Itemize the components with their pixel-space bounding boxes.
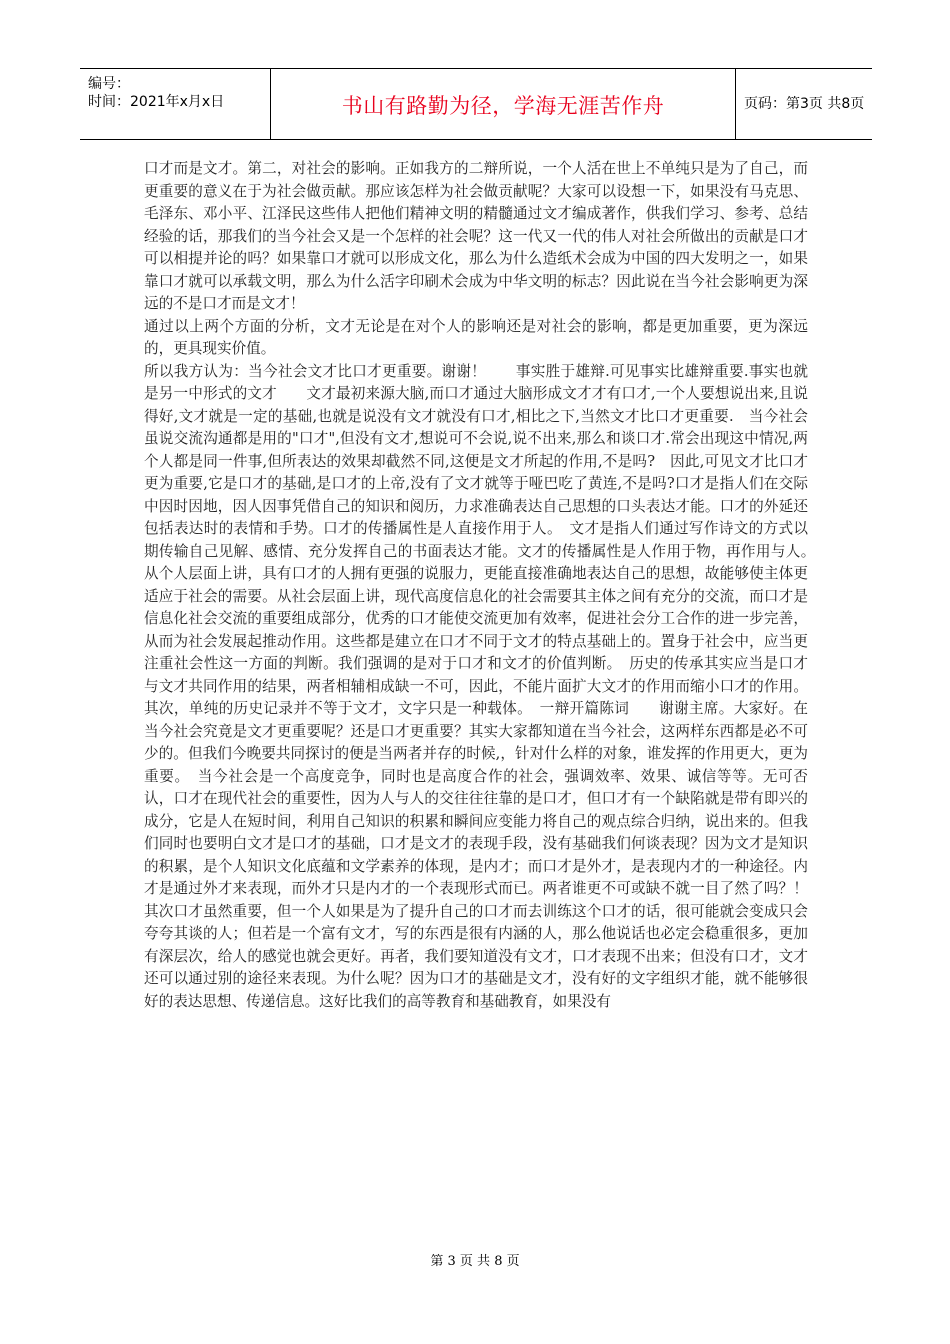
header-middle-cell <box>270 69 736 139</box>
document-number-label: 编号： <box>88 76 130 92</box>
header-motto: 书山有路勤为径，学海无涯苦作舟 <box>341 94 665 118</box>
page-footer: 第 3 页 共 8 页 <box>430 1254 520 1269</box>
body-paragraph-1: 口才而是文才。第二，对社会的影响。正如我方的二辩所说，一个人活在世上不单纯只是为了自己，而更重要的意义在于为社会做贡献。那应该怎样为社会做贡献呢？大家可以设想一下，如果没有马克思、毛泽东、邓小平、江泽民这些伟人把他们精神文明的精髓通过文才编成著作，供我们学习、参考、总结经验的话，那我们的当今社会又是一个怎样的社会呢？这一代又一代的伟人对社会所做出的贡献是口才可以相提并论的吗？如果靠口才就可以形成文化，那么为什么造纸术会成为中国的四大发明之一，如果靠口才就可以承载文明，那么为什么活字印刷术会成为中华文明的标志？因此说在当今社会影响更为深远的不是口才而是文才！ <box>144 160 808 312</box>
document-time-label: 时间：2021年x月x日 <box>88 94 225 110</box>
body-paragraph-2: 通过以上两个方面的分析，文才无论是在对个人的影响还是对社会的影响，都是更加重要，更为深远的，更具现实价值。 <box>144 317 808 357</box>
body-paragraph-3: 所以我方认为：当今社会文才比口才更重要。谢谢！ 事实胜于雄辩.可见事实比雄辩重要.事实也就是另一中形式的文才 文才最初来源大脑,而口才通过大脑形成文才才有口才,一个人要想说出来,且说得好,文才就是一定的基础,也就是说没有文才就没有口才,相比之下,当然文才比口才更重要. 当今社会虽说交流沟通都是用的"口才",但没有文才,想说可不会说,说不出来,那么和谈口才.常会出现这中情况,两个人都是同一件事,但所表达的效果却截然不同,这便是文才所起的作用,不是吗? 因此,可见文才比口才更为重要,它是口才的基础,是口才的上帝,没有了文才就等于哑巴吃了黄连,不是吗?口才是指人们在交际中因时因地，因人因事凭借自己的知识和阅历，力求准确表达自己思想的口头表达才能。口才的外延还包括表达时的表情和手势。口才的传播属性是人直接作用于人。 文才是指人们通过写作诗文的方式以期传输自己见解、感情、充分发挥自己的书面表达才能。文才的传播属性是人作用于物，再作用与人。 从个人层面上讲，具有口才的人拥有更强的说服力，更能直接准确地表达自己的思想，故能够使主体更适应于社会的需要。从社会层面上讲，现代高度信息化的社会需要其主体之间有充分的交流，而口才是信息化社会交流的重要组成部分，优秀的口才能使交流更加有效率，促进社会分工合作的进一步完善，从而为社会发展起推动作用。这些都是建立在口才不同于文才的特点基础上的。置身于社会中，应当更注重社会性这一方面的判断。我们强调的是对于口才和文才的价值判断。 历史的传承其实应当是口才与文才共同作用的结果，两者相辅相成缺一不可，因此，不能片面扩大文才的作用而缩小口才的作用。其次，单纯的历史记录并不等于文才，文字只是一种载体。 一辩开篇陈词 谢谢主席。大家好。在当今社会究竟是文才更重要呢？还是口才更重要？其实大家都知道在当今社会，这两样东西都是必不可少的。但我们今晚要共同探讨的便是当两者并存的时候,，针对什么样的对象，谁发挥的作用更大，更为重要。 当今社会是一个高度竞争，同时也是高度合作的社会，强调效率、效果、诚信等等。无可否认，口才在现代社会的重要性，因为人与人的交往往往靠的是口才，但口才有一个缺陷就是带有即兴的成分，它是人在短时间，利用自己知识的积累和瞬间应变能力将自己的观点综合归纳，说出来的。但我们同时也要明白文才是口才的基础，口才是文才的表现手段，没有基础我们何谈表现？因为文才是知识的积累，是个人知识文化底蕴和文学素养的体现，是内才；而口才是外才，是表现内才的一种途径。内才是通过外才来表现，而外才只是内才的一个表现形式而已。两者谁更不可或缺不就一目了然了吗？！ 其次口才虽然重要，但一个人如果是为了提升自己的口才而去训练这个口才的话，很可能就会变成只会夸夸其谈的人；但若是一个富有文才，写的东西是很有内涵的人，那么他说话也必定会稳重很多，更加有深层次，给人的感觉也就会更好。再者，我们要知道没有文才，口才表现不出来；但没有口才，文才还可以通过别的途径来表现。为什么呢？因为口才的基础是文才，没有好的文字组织才能，就不能够很好的表达思想、传递信息。这好比我们的高等教育和基础教育，如果没有 <box>144 362 823 1010</box>
header-left-cell <box>80 69 270 139</box>
header-right-cell <box>734 69 872 139</box>
page-header <box>80 68 872 140</box>
document-body <box>144 158 823 1013</box>
header-page-info: 页码：第3页 共8页 <box>744 96 865 112</box>
